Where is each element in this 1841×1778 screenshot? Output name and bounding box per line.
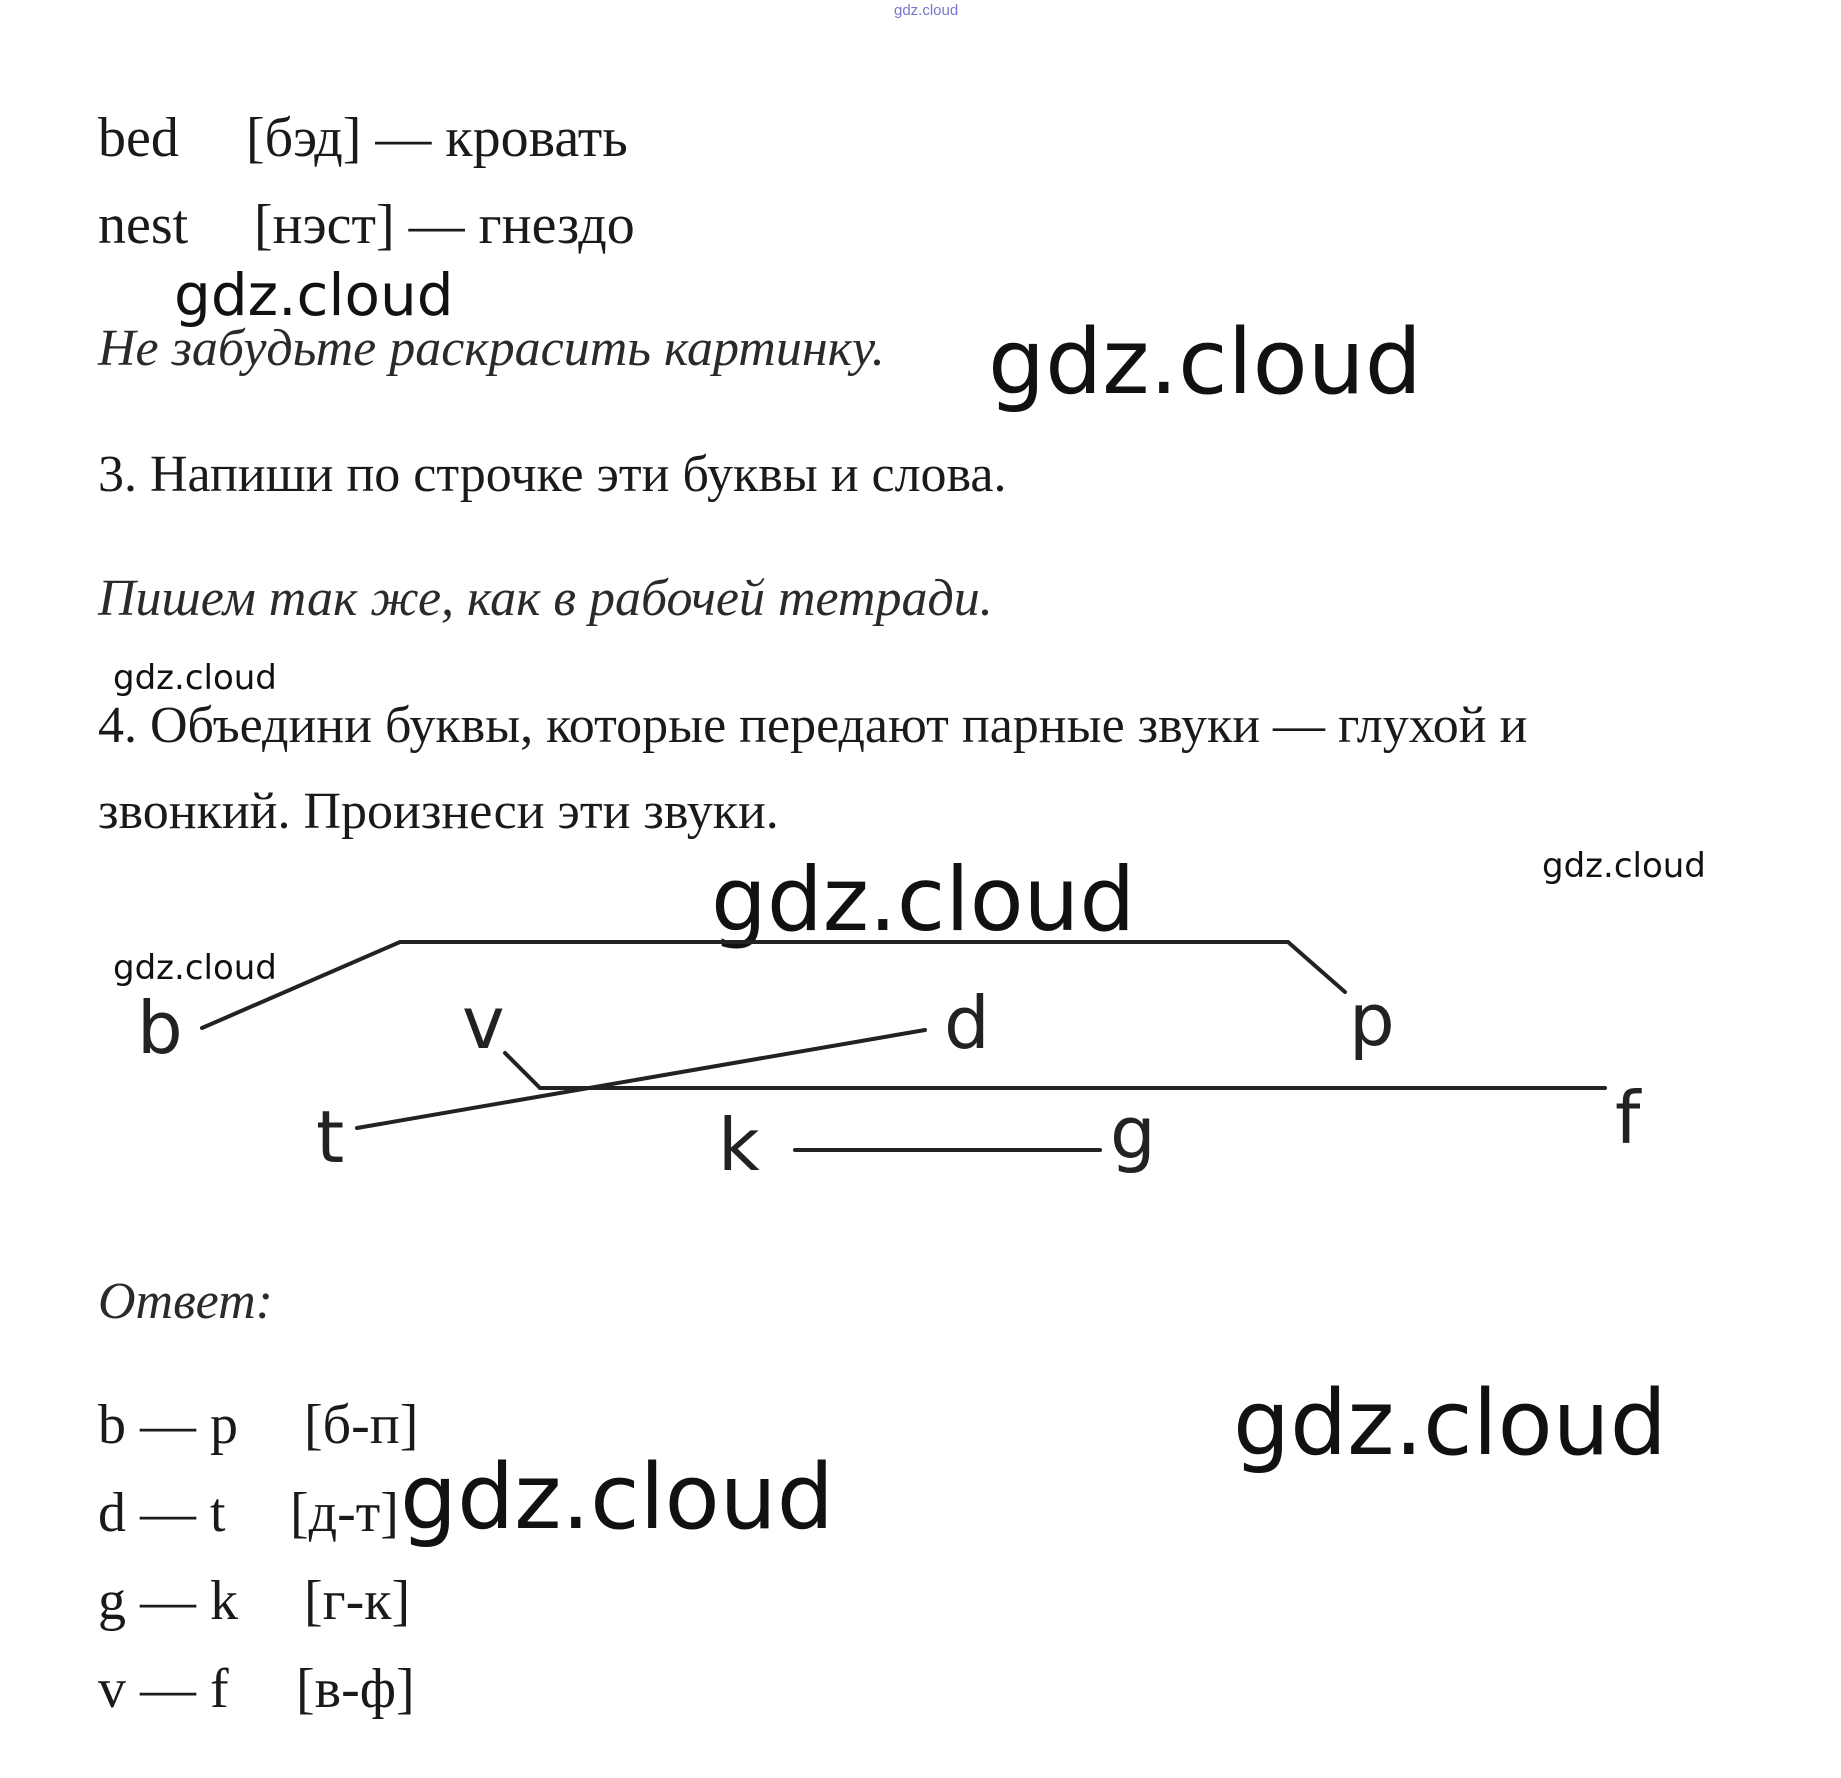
task-3-title: 3. Напиши по строчке эти буквы и слова. bbox=[98, 446, 1007, 503]
watermark: gdz.cloud bbox=[988, 310, 1422, 415]
letter-d: d bbox=[944, 981, 990, 1065]
watermark: gdz.cloud bbox=[174, 261, 454, 329]
answer-sounds-3: [г-к] bbox=[304, 1570, 411, 1632]
watermark: gdz.cloud bbox=[1233, 1371, 1667, 1476]
watermark: gdz.cloud bbox=[711, 848, 1136, 951]
letter-k: k bbox=[718, 1103, 760, 1187]
answer-sounds-4: [в-ф] bbox=[296, 1658, 415, 1720]
watermark: gdz.cloud bbox=[400, 1445, 834, 1550]
line-d-t bbox=[357, 1030, 925, 1128]
vocab-transcription-bed: [бэд] — кровать bbox=[246, 107, 628, 169]
letter-f: f bbox=[1615, 1076, 1641, 1160]
answer-sounds-2: [д-т] bbox=[290, 1482, 399, 1544]
answer-sounds-1: [б-п] bbox=[304, 1394, 419, 1456]
watermark: gdz.cloud bbox=[1542, 846, 1706, 886]
line-v-f bbox=[505, 1053, 540, 1088]
task-4-title-line2: звонкий. Произнеси эти звуки. bbox=[98, 783, 779, 840]
vocab-word-nest: nest bbox=[98, 194, 189, 256]
task-3-note: Пишем так же, как в рабочей тетради. bbox=[98, 570, 993, 627]
letter-p: p bbox=[1349, 978, 1395, 1062]
line-b-p bbox=[202, 942, 1345, 1028]
answer-pair-2: d — t bbox=[98, 1482, 226, 1544]
watermark: gdz.cloud bbox=[113, 658, 277, 698]
answer-pair-4: v — f bbox=[98, 1658, 229, 1720]
vocab-transcription-nest: [нэст] — гнездо bbox=[254, 194, 635, 256]
letter-v: v bbox=[462, 981, 505, 1065]
watermark: gdz.cloud bbox=[113, 948, 277, 988]
note-color-picture: Не забудьте раскрасить картинку. bbox=[98, 320, 885, 377]
answer-pair-3: g — k bbox=[98, 1570, 238, 1632]
letter-g: g bbox=[1110, 1091, 1156, 1175]
watermark-top: gdz.cloud bbox=[894, 2, 959, 19]
letter-b: b bbox=[137, 986, 183, 1070]
answer-label: Ответ: bbox=[98, 1273, 273, 1330]
answer-pair-1: b — p bbox=[98, 1394, 238, 1456]
task-4-title-line1: 4. Объедини буквы, которые передают парные звуки — глухой и bbox=[98, 697, 1528, 754]
vocab-word-bed: bed bbox=[98, 107, 179, 169]
letter-t: t bbox=[316, 1095, 345, 1179]
